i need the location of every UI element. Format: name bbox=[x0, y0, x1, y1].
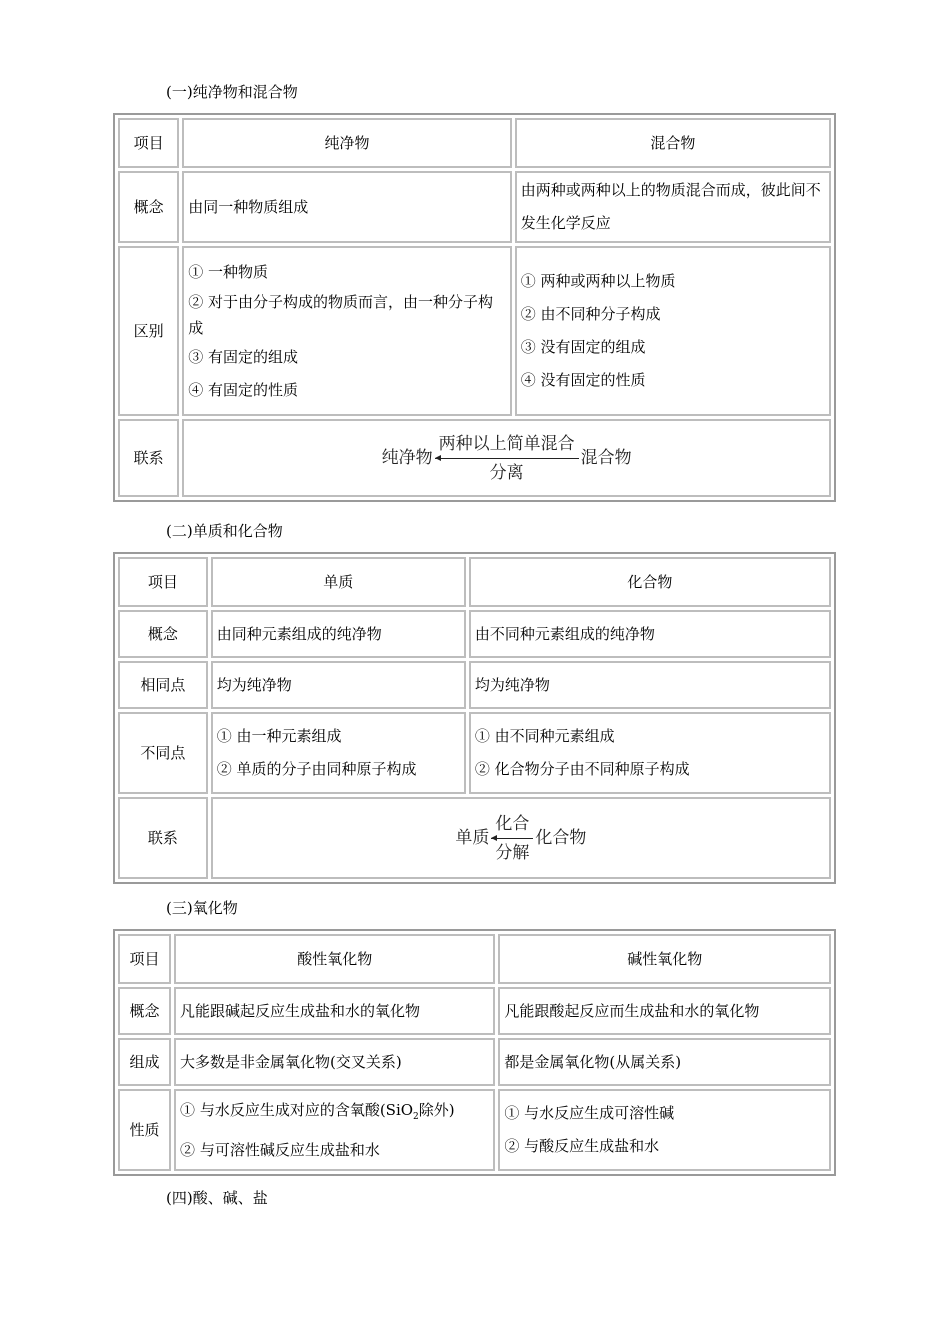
table-oxides bbox=[113, 929, 836, 1176]
table-row bbox=[118, 661, 831, 709]
list-item: ② 与可溶性碱反应生成盐和水 bbox=[180, 1140, 380, 1159]
relation-diagram bbox=[382, 434, 632, 483]
row-label-concept: 概念 bbox=[118, 610, 208, 658]
table-row bbox=[118, 712, 831, 794]
list-item: ③ 没有固定的组成 bbox=[520, 338, 646, 356]
header-acidic-oxide: 酸性氧化物 bbox=[174, 934, 495, 984]
table-row bbox=[118, 797, 831, 879]
relation-right: 化合物 bbox=[535, 827, 587, 848]
table-row bbox=[118, 246, 831, 416]
row-label-concept: 概念 bbox=[118, 171, 179, 243]
cell-diff-compound bbox=[469, 712, 831, 794]
row-label-diff: 不同点 bbox=[118, 712, 208, 794]
table-row bbox=[118, 934, 831, 984]
relation-forward: 两种以上简单混合 bbox=[438, 433, 575, 454]
header-item: 项目 bbox=[118, 934, 171, 984]
table-row bbox=[118, 118, 831, 168]
cell-link-relation bbox=[182, 419, 831, 497]
row-label-same: 相同点 bbox=[118, 661, 208, 709]
table-element-compound bbox=[113, 552, 836, 884]
cell-diff-element bbox=[211, 712, 466, 794]
cell-diff-pure bbox=[182, 246, 512, 416]
list-item: ② 与酸反应生成盐和水 bbox=[504, 1137, 660, 1155]
list-item: ① 两种或两种以上物质 bbox=[520, 272, 676, 290]
list-item: ④ 没有固定的性质 bbox=[520, 371, 646, 389]
relation-forward: 化合 bbox=[495, 813, 530, 834]
header-pure: 纯净物 bbox=[182, 118, 512, 168]
list-item: ② 单质的分子由同种原子构成 bbox=[216, 760, 417, 778]
cell-composition-basic: 都是金属氧化物(从属关系) bbox=[498, 1038, 831, 1086]
relation-diagram bbox=[455, 814, 586, 863]
list-item: ④ 有固定的性质 bbox=[188, 380, 298, 399]
header-item: 项目 bbox=[118, 557, 208, 607]
cell-property-acidic bbox=[174, 1089, 495, 1171]
row-label-composition: 组成 bbox=[118, 1038, 171, 1086]
header-compound: 化合物 bbox=[469, 557, 831, 607]
table-row bbox=[118, 557, 831, 607]
relation-left: 单质 bbox=[455, 827, 490, 848]
table-row bbox=[118, 610, 831, 658]
list-item: ① 由一种元素组成 bbox=[216, 727, 342, 745]
list-item: ① 由不同种元素组成 bbox=[474, 727, 615, 745]
cell-concept-compound: 由不同种元素组成的纯净物 bbox=[469, 610, 831, 658]
row-label-property: 性质 bbox=[118, 1089, 171, 1171]
section-4-title: (四)酸、碱、盐 bbox=[166, 1189, 268, 1207]
cell-link-relation bbox=[211, 797, 831, 879]
row-label-link: 联系 bbox=[118, 797, 208, 879]
table-row bbox=[118, 987, 831, 1035]
table-row bbox=[118, 419, 831, 497]
row-label-diff: 区别 bbox=[118, 246, 179, 416]
table-pure-mixture bbox=[113, 113, 836, 502]
section-1-title: (一)纯净物和混合物 bbox=[166, 83, 298, 101]
cell-same-element: 均为纯净物 bbox=[211, 661, 466, 709]
list-item: ① 一种物质 bbox=[188, 262, 268, 281]
cell-concept-pure: 由同一种物质组成 bbox=[182, 171, 512, 243]
table-row bbox=[118, 1038, 831, 1086]
cell-concept-acidic: 凡能跟碱起反应生成盐和水的氧化物 bbox=[174, 987, 495, 1035]
section-3-title: (三)氧化物 bbox=[166, 899, 238, 917]
header-element: 单质 bbox=[211, 557, 466, 607]
header-mixture: 混合物 bbox=[515, 118, 831, 168]
arrow-left-icon bbox=[435, 454, 579, 463]
cell-diff-mixture bbox=[515, 246, 831, 416]
cell-same-compound: 均为纯净物 bbox=[469, 661, 831, 709]
table-row bbox=[118, 1089, 831, 1171]
relation-left: 纯净物 bbox=[381, 447, 433, 468]
header-basic-oxide: 碱性氧化物 bbox=[498, 934, 831, 984]
row-label-link: 联系 bbox=[118, 419, 179, 497]
section-2-title: (二)单质和化合物 bbox=[166, 522, 283, 540]
list-item: ③ 有固定的组成 bbox=[188, 347, 298, 366]
list-item: ② 由不同种分子构成 bbox=[520, 305, 661, 323]
relation-backward: 分离 bbox=[489, 462, 524, 483]
relation-right: 混合物 bbox=[580, 447, 632, 468]
relation-backward: 分解 bbox=[495, 842, 530, 863]
cell-property-basic bbox=[498, 1089, 831, 1171]
header-item: 项目 bbox=[118, 118, 179, 168]
table-row bbox=[118, 171, 831, 243]
list-item: ② 化合物分子由不同种原子构成 bbox=[474, 760, 690, 778]
cell-composition-acidic: 大多数是非金属氧化物(交叉关系) bbox=[174, 1038, 495, 1086]
arrow-left-icon bbox=[491, 834, 533, 843]
cell-concept-basic: 凡能跟酸起反应而生成盐和水的氧化物 bbox=[498, 987, 831, 1035]
cell-concept-element: 由同种元素组成的纯净物 bbox=[211, 610, 466, 658]
row-label-concept: 概念 bbox=[118, 987, 171, 1035]
list-item: ① 与水反应生成对应的含氧酸(SiO$_2$除外) bbox=[180, 1100, 455, 1122]
list-item: ② 对于由分子构成的物质而言，由一种分子构成 bbox=[188, 292, 493, 337]
cell-concept-mixture: 由两种或两种以上的物质混合而成，彼此间不发生化学反应 bbox=[515, 171, 831, 243]
list-item: ① 与水反应生成可溶性碱 bbox=[504, 1104, 675, 1122]
